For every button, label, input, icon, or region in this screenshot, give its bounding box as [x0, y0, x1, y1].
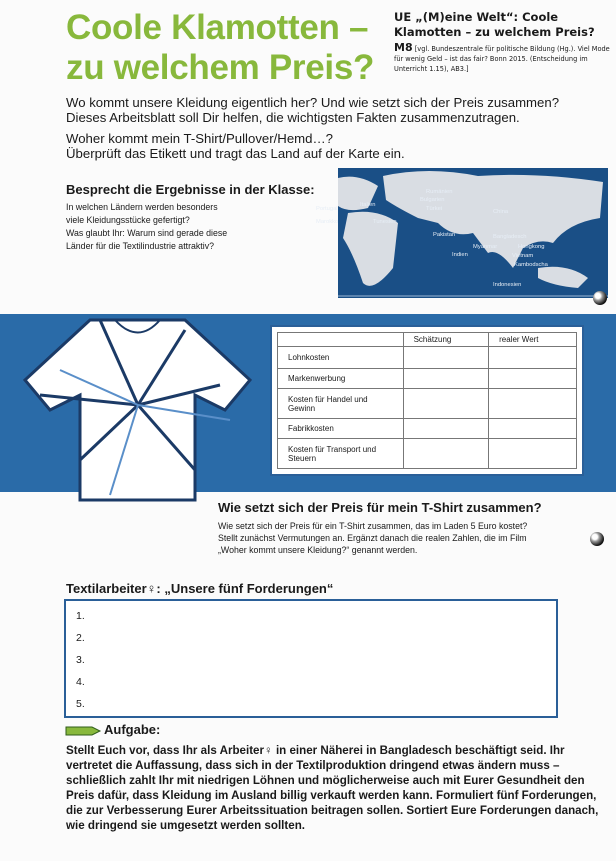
demands-list	[76, 605, 556, 715]
map-label-myanmar: Myanmar	[473, 244, 498, 250]
demands-heading: Textilarbeiter♀: „Unsere fünf Forderungen“	[66, 581, 334, 596]
map-label-rumaenien: Rumänien	[426, 189, 453, 195]
map-label-marokko: Marokko	[316, 219, 339, 225]
intro-2	[66, 131, 405, 161]
intro-line: Woher kommt mein T-Shirt/Pullover/Hemd…?	[66, 131, 334, 146]
world-map	[316, 168, 608, 298]
map-label-portugal: Portugal	[316, 206, 338, 212]
reference-text: [vgl. Bundeszentrale für politische Bildung (Hg.). Viel Mode für wenig Geld – ist das fair? Bonn 2015. (Entscheidung im Unterricht 1.15), AB3.]	[394, 45, 610, 73]
question-line: Länder für die Textilindustrie attraktiv?	[66, 241, 214, 251]
map-label-kambodscha: Kambodscha	[514, 262, 548, 268]
question-line: Was glaubt Ihr: Warum sind gerade diese	[66, 228, 228, 238]
punch-hole	[593, 291, 607, 305]
discussion-questions	[66, 201, 315, 253]
price-instructions	[218, 520, 542, 556]
source-note	[394, 10, 614, 74]
instruction-line: Stellt zunächst Vermutungen an. Ergänzt danach die realen Zahlen, die im Film	[218, 533, 527, 543]
map-label-indien: Indien	[452, 252, 468, 258]
real-cell[interactable]	[489, 389, 577, 419]
map-label-bulgarien: Bulgarien	[420, 197, 445, 203]
map-label-tunesien: Tunesien	[373, 219, 397, 225]
demands-box	[64, 599, 558, 718]
question-line: viele Kleidungsstücke gefertigt?	[66, 215, 190, 225]
real-cell[interactable]	[489, 347, 577, 369]
map-label-china: China	[493, 209, 509, 215]
material-number: M8	[394, 41, 413, 54]
task-heading: Aufgabe:	[104, 722, 161, 737]
row-label: Kosten für Transport und Steuern	[278, 439, 404, 469]
title-line-2: zu welchem Preis?	[66, 48, 375, 87]
intro	[66, 95, 559, 125]
map-label-pakistan: Pakistan	[433, 232, 456, 238]
demand-item[interactable]: 5.	[76, 698, 85, 710]
intro-line: Überprüft das Etikett und tragt das Land auf der Karte ein.	[66, 146, 405, 161]
page-title	[66, 8, 374, 88]
map-label-hongkong: Hongkong	[518, 244, 545, 250]
demand-item[interactable]: 4.	[76, 676, 85, 688]
intro-line: Dieses Arbeitsblatt soll Dir helfen, die wichtigsten Fakten zusammenzutragen.	[66, 110, 520, 125]
tshirt-illustration	[20, 300, 260, 505]
row-label: Lohnkosten	[278, 347, 404, 369]
row-label: Fabrikkosten	[278, 419, 404, 439]
demand-item[interactable]: 3.	[76, 654, 85, 666]
table-header-blank	[278, 333, 404, 347]
title-line-1: Coole Klamotten –	[66, 8, 369, 47]
cost-table	[277, 332, 577, 469]
estimate-cell[interactable]	[403, 419, 489, 439]
pencil-icon	[66, 725, 100, 737]
estimate-cell[interactable]	[403, 389, 489, 419]
unit-title: UE „(M)eine Welt“: Coole Klamotten – zu welchem Preis?	[394, 10, 595, 39]
map-label-indonesien: Indonesien	[493, 282, 522, 288]
price-section	[218, 500, 542, 556]
row-label: Markenwerbung	[278, 369, 404, 389]
col-real: realer Wert	[489, 333, 577, 347]
task-text: Stellt Euch vor, dass Ihr als Arbeiter♀ in einer Näherei in Bangladesch beschäftigt seid. Ihr vertretet die Auffassung, dass sich in der Textilproduktion dringend etwas ändern muss – schließlich zahlt Ihr mit niedrigen Löhnen und möglicherweise auch mit Eurer Gesundheit den Preis dafür, dass Kleidung im Ausland billig verkauft werden kann. Formuliert fünf Forderungen, die zur Verbesserung Eurer Arbeitssituation beitragen sollen. Sortiert Eure Forderungen danach, wie dringend sie umgesetzt werden sollten.	[66, 744, 599, 832]
demand-item[interactable]: 2.	[76, 632, 85, 644]
map-label-vietnam: Vietnam	[512, 253, 534, 259]
estimate-cell[interactable]	[403, 369, 489, 389]
instruction-line: Wie setzt sich der Preis für ein T-Shirt zusammen, das im Laden 5 Euro kostet?	[218, 521, 528, 531]
discussion-section	[66, 182, 315, 253]
discussion-heading: Besprecht die Ergebnisse in der Klasse:	[66, 182, 315, 197]
cost-table-frame	[270, 325, 584, 476]
intro-line: Wo kommt unsere Kleidung eigentlich her? Und wie setzt sich der Preis zusammen?	[66, 95, 560, 110]
instruction-line: „Woher kommt unsere Kleidung?“ genannt werden.	[218, 545, 418, 555]
map-label-bangladesch: Bangladesch	[493, 234, 527, 240]
col-estimate: Schätzung	[403, 333, 489, 347]
price-heading: Wie setzt sich der Preis für mein T-Shirt zusammen?	[218, 500, 542, 515]
reference	[394, 43, 614, 74]
real-cell[interactable]	[489, 419, 577, 439]
estimate-cell[interactable]	[403, 347, 489, 369]
demand-item[interactable]: 1.	[76, 610, 85, 622]
real-cell[interactable]	[489, 369, 577, 389]
map-label-tuerkei: Türkei	[426, 206, 443, 212]
row-label: Kosten für Handel und Gewinn	[278, 389, 404, 419]
question-line: In welchen Ländern werden besonders	[66, 202, 218, 212]
estimate-cell[interactable]	[403, 439, 489, 469]
real-cell[interactable]	[489, 439, 577, 469]
punch-hole	[590, 532, 604, 546]
map-label-italien: Italien	[360, 202, 376, 208]
